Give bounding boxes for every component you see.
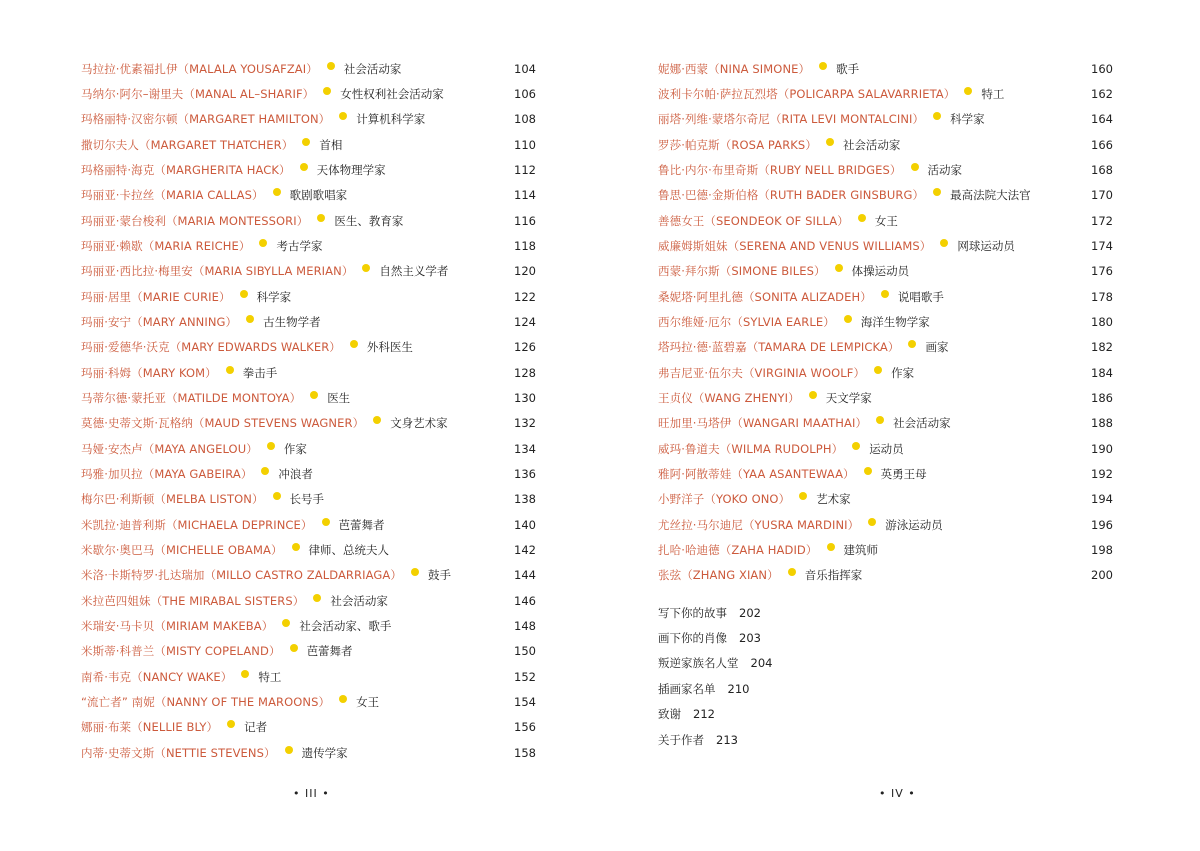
toc-entry — [81, 335, 536, 360]
entry-page-number: 126 — [514, 340, 536, 355]
entry-page-number: 156 — [514, 720, 536, 735]
entry-name: 莫德·史蒂文斯·瓦格纳（MAUD STEVENS WAGNER） — [81, 416, 365, 431]
entry-name: 马纳尔·阿尔–谢里夫（MANAL AL–SHARIF） — [81, 86, 315, 101]
yellow-dot-icon — [226, 366, 234, 374]
entry-role: 自然主义学者 — [379, 264, 449, 279]
back-matter-label: 叛逆家族名人堂 — [658, 656, 739, 671]
entry-page-number: 154 — [514, 694, 536, 709]
entry-page-number: 104 — [514, 61, 536, 76]
toc-entry — [658, 512, 1113, 537]
toc-entry — [81, 487, 536, 512]
entry-name: 西蒙·拜尔斯（SIMONE BILES） — [658, 264, 826, 279]
entry-name: 米洛·卡斯特罗·扎达瑞加（MILLO CASTRO ZALDARRIAGA） — [81, 568, 402, 583]
back-matter-page-number: 202 — [739, 605, 761, 620]
toc-entry — [658, 284, 1113, 309]
yellow-dot-icon — [227, 720, 235, 728]
entry-page-number: 106 — [514, 86, 536, 101]
entry-name: 威廉姆斯姐妹（SERENA AND VENUS WILLIAMS） — [658, 238, 932, 253]
back-matter-page-number: 210 — [727, 681, 750, 696]
yellow-dot-icon — [292, 543, 300, 551]
entry-name: 米凯拉·迪普利斯（MICHAELA DEPRINCE） — [81, 517, 313, 532]
entry-name: 王贞仪（WANG ZHENYI） — [658, 390, 800, 405]
yellow-dot-icon — [322, 518, 330, 526]
entry-page-number: 128 — [514, 365, 536, 380]
yellow-dot-icon — [908, 340, 916, 348]
yellow-dot-icon — [327, 62, 335, 70]
entry-page-number: 194 — [1091, 492, 1113, 507]
entry-page-number: 196 — [1091, 517, 1113, 532]
entry-role: 天体物理学家 — [316, 162, 386, 177]
entry-name: 玛格丽特·汉密尔顿（MARGARET HAMILTON） — [81, 112, 331, 127]
entry-name: 罗莎·帕克斯（ROSA PARKS） — [658, 137, 817, 152]
entry-role: 英勇王母 — [880, 466, 927, 481]
entry-role: 画家 — [925, 340, 949, 355]
entry-role: 鼓手 — [427, 568, 451, 583]
toc-entry — [81, 233, 536, 258]
back-matter-label: 关于作者 — [658, 732, 704, 747]
left-page — [81, 0, 536, 851]
yellow-dot-icon — [827, 543, 835, 551]
toc-entry — [81, 537, 536, 562]
entry-page-number: 178 — [1091, 289, 1113, 304]
toc-entry — [658, 360, 1113, 385]
entry-page-number: 176 — [1091, 264, 1113, 279]
entry-page-number: 122 — [514, 289, 536, 304]
yellow-dot-icon — [844, 315, 852, 323]
entry-page-number: 118 — [514, 238, 536, 253]
entry-role: 社会活动家 — [330, 593, 388, 608]
back-matter-entry — [658, 676, 772, 701]
back-matter-label: 画下你的肖像 — [658, 631, 727, 646]
entry-role: 特工 — [981, 86, 1005, 101]
yellow-dot-icon — [411, 568, 419, 576]
yellow-dot-icon — [290, 644, 298, 652]
toc-entry — [81, 208, 536, 233]
toc-entry — [658, 208, 1113, 233]
toc-entry — [658, 81, 1113, 106]
entry-page-number: 190 — [1091, 441, 1113, 456]
entry-name: 鲁比·内尔·布里奇斯（RUBY NELL BRIDGES） — [658, 162, 902, 177]
toc-entry — [81, 512, 536, 537]
entry-role: 芭蕾舞者 — [306, 644, 353, 659]
entry-name: 玛雅·加贝拉（MAYA GABEIRA） — [81, 466, 253, 481]
yellow-dot-icon — [282, 619, 290, 627]
toc-entry — [658, 563, 1113, 588]
yellow-dot-icon — [876, 416, 884, 424]
yellow-dot-icon — [273, 492, 281, 500]
entry-role: 建筑师 — [843, 542, 878, 557]
entry-name: 塔玛拉·德·蓝碧嘉（TAMARA DE LEMPICKA） — [658, 340, 900, 355]
toc-entry — [81, 664, 536, 689]
back-matter-entry — [658, 651, 772, 676]
entry-name: 内蒂·史蒂文斯（NETTIE STEVENS） — [81, 745, 276, 760]
entry-page-number: 124 — [514, 314, 536, 329]
back-matter-label: 插画家名单 — [658, 681, 716, 696]
back-matter-page-number: 204 — [750, 656, 773, 671]
entry-name: 梅尔巴·利斯顿（MELBA LISTON） — [81, 492, 264, 507]
toc-entry — [658, 385, 1113, 410]
entry-page-number: 120 — [514, 264, 536, 279]
entry-name: 桑妮塔·阿里扎德（SONITA ALIZADEH） — [658, 289, 872, 304]
yellow-dot-icon — [809, 391, 817, 399]
back-matter-entry — [658, 600, 772, 625]
entry-name: 马拉拉·优素福扎伊（MALALA YOUSAFZAI） — [81, 61, 318, 76]
entry-page-number: 168 — [1091, 162, 1113, 177]
toc-entry — [658, 259, 1113, 284]
entry-role: 女性权利社会活动家 — [340, 86, 444, 101]
toc-entry — [658, 487, 1113, 512]
entry-page-number: 184 — [1091, 365, 1113, 380]
entry-role: 作家 — [891, 365, 915, 380]
entry-role: 歌剧歌唱家 — [289, 188, 348, 203]
back-matter-page-number: 213 — [716, 732, 738, 747]
yellow-dot-icon — [874, 366, 882, 374]
entry-role: 考古学家 — [276, 238, 323, 253]
toc-entry — [658, 157, 1113, 182]
back-matter-entry — [658, 727, 772, 752]
yellow-dot-icon — [267, 442, 275, 450]
entry-name: 雅阿·阿散蒂娃（YAA ASANTEWAA） — [658, 466, 855, 481]
back-matter-entry — [658, 702, 772, 727]
page-number-left: • III • — [293, 787, 330, 800]
entry-name: 玛丽·科姆（MARY KOM） — [81, 365, 217, 380]
entry-page-number: 174 — [1091, 238, 1113, 253]
yellow-dot-icon — [858, 214, 866, 222]
entry-role: 记者 — [244, 720, 268, 735]
yellow-dot-icon — [259, 239, 267, 247]
entry-name: 鲁思·巴德·金斯伯格（RUTH BADER GINSBURG） — [658, 188, 925, 203]
yellow-dot-icon — [323, 87, 331, 95]
toc-entry — [658, 411, 1113, 436]
entry-page-number: 160 — [1091, 61, 1113, 76]
entry-page-number: 182 — [1091, 340, 1113, 355]
yellow-dot-icon — [339, 695, 347, 703]
yellow-dot-icon — [273, 188, 281, 196]
entry-name: 张弦（ZHANG XIAN） — [658, 568, 779, 583]
entry-page-number: 142 — [514, 542, 536, 557]
toc-entry — [81, 309, 536, 334]
entry-role: 古生物学者 — [263, 314, 321, 329]
entry-name: 善德女王（SEONDEOK OF SILLA） — [658, 213, 849, 228]
yellow-dot-icon — [933, 112, 941, 120]
entry-name: 玛丽亚·蒙台梭利（MARIA MONTESSORI） — [81, 213, 309, 228]
entry-role: 社会活动家 — [343, 61, 402, 76]
toc-entry — [81, 385, 536, 410]
entry-role: 海洋生物学家 — [860, 314, 930, 329]
entry-role: 音乐指挥家 — [804, 568, 863, 583]
entry-page-number: 130 — [514, 390, 536, 405]
entry-page-number: 108 — [514, 112, 536, 127]
entry-name: 扎哈·哈迪德（ZAHA HADID） — [658, 542, 818, 557]
yellow-dot-icon — [241, 670, 249, 678]
toc-entry — [658, 461, 1113, 486]
entry-name: 西尔维娅·厄尔（SYLVIA EARLE） — [658, 314, 835, 329]
entry-role: 说唱歌手 — [897, 289, 944, 304]
entry-name: 丽塔·列维·蒙塔尔奇尼（RITA LEVI MONTALCINI） — [658, 112, 925, 127]
toc-list-left — [81, 56, 536, 765]
entry-role: 最高法院大法官 — [950, 188, 1031, 203]
entry-role: 艺术家 — [816, 492, 851, 507]
entry-role: 遗传学家 — [301, 745, 348, 760]
yellow-dot-icon — [285, 746, 293, 754]
toc-entry — [81, 461, 536, 486]
entry-page-number: 152 — [514, 669, 536, 684]
yellow-dot-icon — [826, 138, 834, 146]
yellow-dot-icon — [911, 163, 919, 171]
entry-role: 长号手 — [289, 492, 325, 507]
entry-page-number: 188 — [1091, 416, 1113, 431]
entry-page-number: 150 — [514, 644, 536, 659]
back-matter-entry — [658, 625, 772, 650]
yellow-dot-icon — [964, 87, 972, 95]
entry-role: 天文学家 — [825, 390, 872, 405]
yellow-dot-icon — [881, 290, 889, 298]
entry-page-number: 134 — [514, 441, 536, 456]
entry-role: 外科医生 — [366, 340, 413, 355]
toc-entry — [658, 537, 1113, 562]
entry-page-number: 158 — [514, 745, 536, 760]
entry-name: 弗吉尼亚·伍尔夫（VIRGINIA WOOLF） — [658, 365, 866, 380]
toc-entry — [81, 411, 536, 436]
yellow-dot-icon — [339, 112, 347, 120]
entry-name: 撒切尔夫人（MARGARET THATCHER） — [81, 137, 294, 152]
yellow-dot-icon — [302, 138, 310, 146]
entry-role: 冲浪者 — [278, 466, 313, 481]
entry-page-number: 172 — [1091, 213, 1113, 228]
entry-role: 社会活动家 — [893, 416, 951, 431]
entry-page-number: 198 — [1091, 542, 1113, 557]
yellow-dot-icon — [819, 62, 827, 70]
entry-page-number: 112 — [514, 162, 536, 177]
toc-entry — [81, 740, 536, 765]
page-number-right: • IV • — [879, 787, 916, 800]
yellow-dot-icon — [868, 518, 876, 526]
toc-entry — [81, 107, 536, 132]
entry-role: 体操运动员 — [851, 264, 910, 279]
entry-name: 玛丽亚·赖歇（MARIA REICHE） — [81, 238, 251, 253]
entry-page-number: 162 — [1091, 86, 1113, 101]
entry-name: “流亡者” 南妮（NANNY OF THE MAROONS） — [81, 694, 331, 709]
yellow-dot-icon — [261, 467, 269, 475]
toc-entry — [658, 309, 1113, 334]
entry-role: 社会活动家、歌手 — [299, 618, 392, 633]
entry-page-number: 116 — [514, 213, 536, 228]
yellow-dot-icon — [852, 442, 860, 450]
toc-entry — [81, 157, 536, 182]
entry-page-number: 180 — [1091, 314, 1113, 329]
entry-name: 小野洋子（YOKO ONO） — [658, 492, 791, 507]
yellow-dot-icon — [835, 264, 843, 272]
back-matter-page-number: 212 — [693, 707, 715, 722]
toc-entry — [658, 436, 1113, 461]
entry-page-number: 110 — [514, 137, 536, 152]
entry-role: 计算机科学家 — [356, 112, 426, 127]
entry-role: 科学家 — [950, 112, 985, 127]
yellow-dot-icon — [246, 315, 254, 323]
toc-entry — [81, 588, 536, 613]
entry-role: 芭蕾舞者 — [338, 517, 385, 532]
entry-name: 玛丽·安宁（MARY ANNING） — [81, 314, 238, 329]
entry-name: 玛丽·居里（MARIE CURIE） — [81, 289, 231, 304]
entry-name: 尤丝拉·马尔迪尼（YUSRA MARDINI） — [658, 517, 860, 532]
entry-page-number: 148 — [514, 618, 536, 633]
entry-name: 玛丽·爱德华·沃克（MARY EDWARDS WALKER） — [81, 340, 341, 355]
entry-name: 米歇尔·奥巴马（MICHELLE OBAMA） — [81, 542, 283, 557]
entry-role: 文身艺术家 — [390, 416, 448, 431]
entry-role: 首相 — [319, 137, 343, 152]
toc-entry — [81, 436, 536, 461]
entry-role: 女王 — [874, 213, 898, 228]
entry-name: 玛丽亚·西比拉·梅里安（MARIA SIBYLLA MERIAN） — [81, 264, 354, 279]
entry-page-number: 132 — [514, 416, 536, 431]
entry-role: 科学家 — [256, 289, 292, 304]
toc-entry — [658, 107, 1113, 132]
entry-name: 马蒂尔德·蒙托亚（MATILDE MONTOYA） — [81, 390, 302, 405]
entry-page-number: 192 — [1091, 466, 1113, 481]
entry-name: 马娅·安杰卢（MAYA ANGELOU） — [81, 441, 258, 456]
yellow-dot-icon — [240, 290, 248, 298]
entry-name: 玛丽亚·卡拉丝（MARIA CALLAS） — [81, 188, 264, 203]
entry-role: 女王 — [356, 694, 380, 709]
yellow-dot-icon — [933, 188, 941, 196]
toc-entry — [81, 563, 536, 588]
entry-page-number: 200 — [1091, 568, 1113, 583]
entry-role: 社会活动家 — [842, 137, 901, 152]
entry-name: 威玛·鲁道夫（WILMA RUDOLPH） — [658, 441, 844, 456]
entry-page-number: 114 — [514, 188, 536, 203]
toc-entry — [658, 233, 1113, 258]
toc-entry — [81, 639, 536, 664]
back-matter-page-number: 203 — [739, 631, 761, 646]
toc-entry — [81, 132, 536, 157]
yellow-dot-icon — [373, 416, 381, 424]
entry-name: 南希·韦克（NANCY WAKE） — [81, 669, 233, 684]
yellow-dot-icon — [310, 391, 318, 399]
entry-name: 娜丽·布莱（NELLIE BLY） — [81, 720, 219, 735]
entry-role: 活动家 — [927, 162, 963, 177]
yellow-dot-icon — [362, 264, 370, 272]
entry-role: 网球运动员 — [957, 238, 1015, 253]
entry-role: 游泳运动员 — [885, 517, 943, 532]
entry-page-number: 164 — [1091, 112, 1113, 127]
toc-entry — [658, 56, 1113, 81]
back-matter-list — [658, 600, 772, 752]
toc-entry — [81, 183, 536, 208]
yellow-dot-icon — [788, 568, 796, 576]
entry-page-number: 144 — [514, 568, 536, 583]
toc-entry — [81, 360, 536, 385]
toc-entry — [81, 613, 536, 638]
back-matter-label: 致谢 — [658, 707, 681, 722]
entry-role: 歌手 — [836, 61, 860, 76]
entry-name: 波利卡尔帕·萨拉瓦烈塔（POLICARPA SALAVARRIETA） — [658, 86, 956, 101]
toc-entry — [81, 56, 536, 81]
entry-page-number: 146 — [514, 593, 536, 608]
toc-entry — [658, 132, 1113, 157]
entry-name: 旺加里·马塔伊（WANGARI MAATHAI） — [658, 416, 868, 431]
toc-entry — [658, 335, 1113, 360]
entry-role: 作家 — [283, 441, 307, 456]
entry-name: 米瑞安·马卡贝（MIRIAM MAKEBA） — [81, 618, 274, 633]
entry-role: 特工 — [258, 669, 282, 684]
right-page — [658, 0, 1113, 851]
entry-page-number: 170 — [1091, 188, 1113, 203]
entry-role: 医生 — [327, 390, 351, 405]
toc-entry — [658, 183, 1113, 208]
entry-page-number: 140 — [514, 517, 536, 532]
yellow-dot-icon — [313, 594, 321, 602]
yellow-dot-icon — [317, 214, 325, 222]
toc-entry — [81, 715, 536, 740]
yellow-dot-icon — [799, 492, 807, 500]
entry-role: 医生、教育家 — [334, 213, 404, 228]
yellow-dot-icon — [350, 340, 358, 348]
toc-entry — [81, 689, 536, 714]
yellow-dot-icon — [300, 163, 308, 171]
entry-name: 米斯蒂·科普兰（MISTY COPELAND） — [81, 644, 281, 659]
back-matter-label: 写下你的故事 — [658, 605, 727, 620]
toc-entry — [81, 259, 536, 284]
entry-role: 运动员 — [869, 441, 904, 456]
yellow-dot-icon — [864, 467, 872, 475]
toc-entry — [81, 81, 536, 106]
toc-list-right — [658, 56, 1113, 588]
toc-entry — [81, 284, 536, 309]
entry-page-number: 166 — [1091, 137, 1113, 152]
entry-role: 律师、总统夫人 — [308, 542, 390, 557]
entry-name: 玛格丽特·海克（MARGHERITA HACK） — [81, 162, 291, 177]
entry-name: 妮娜·西蒙（NINA SIMONE） — [658, 61, 811, 76]
yellow-dot-icon — [940, 239, 948, 247]
entry-name: 米拉芭四姐妹（THE MIRABAL SISTERS） — [81, 593, 305, 608]
entry-page-number: 136 — [514, 466, 536, 481]
entry-role: 拳击手 — [242, 365, 278, 380]
entry-page-number: 186 — [1091, 390, 1113, 405]
entry-page-number: 138 — [514, 492, 536, 507]
